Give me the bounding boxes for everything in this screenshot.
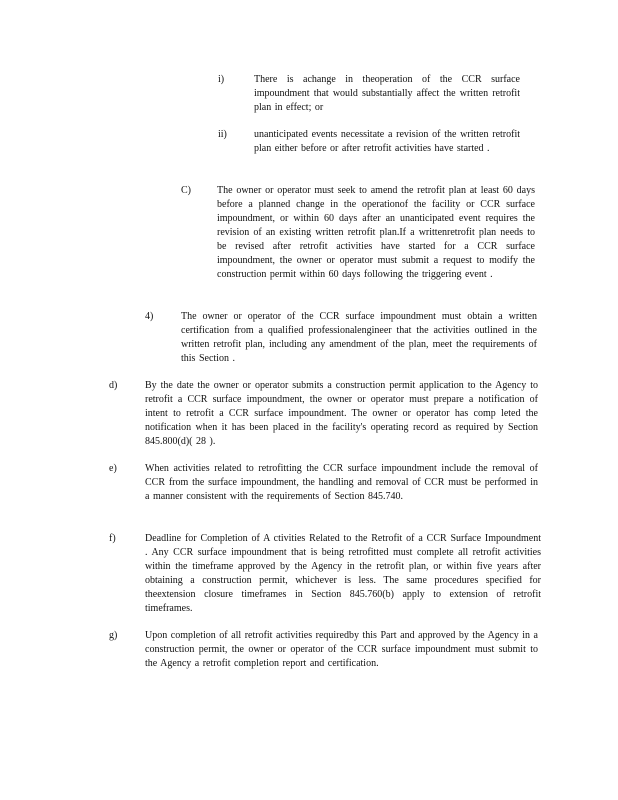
paragraph-4-text: The owner or operator of the CCR surface impoundment must obtain a written certification from a qualified professionalengineer that the activities outlined in the written retrofit plan, including any amendment of the plan, meet the requirements of this Section . bbox=[181, 311, 537, 364]
subsection-f-text: Deadline for Completion of A ctivities Related to the Retrofit of a CCR Surface Impoundment . Any CCR surface impoundment that is being retrofitted must complete all retrofit activities within the timeframe approved by the Agency in the retrofit plan, or within five years after obtaining a construction permit, whichever is less. The same procedures specified for theextension closure timeframes in Section 845.760(b) apply to extension of retrofit timeframes. bbox=[145, 533, 541, 614]
subitem-ii-label: ii) bbox=[218, 129, 227, 140]
subsection-e-text: When activities related to retrofitting the CCR surface impoundment include the removal of CCR from the surface impoundment, the handling and removal of CCR must be performed in a manner consistent with the requirements of Section 845.740. bbox=[145, 463, 538, 502]
subsection-g-label: g) bbox=[109, 630, 118, 641]
subsection-d-label: d) bbox=[109, 380, 118, 391]
subsection-c-label: C) bbox=[181, 185, 191, 196]
subitem-i-text: There is achange in theoperation of the CCR surface impoundment that would substantially affect the written retrofit plan in effect; or bbox=[254, 74, 520, 113]
subsection-e-label: e) bbox=[109, 463, 117, 474]
subsection-c-text: The owner or operator must seek to amend the retrofit plan at least 60 days before a planned change in the operationof the facility or CCR surface impoundment, or within 60 days after an unanticipated event requires the revision of an existing written retrofit plan.If a writtenretrofit plan needs to be revised after retrofit activities have started for a CCR surface impoundment, the owner or operator must submit a request to modify the construction permit within 60 days following the triggering event . bbox=[217, 185, 535, 280]
paragraph-4-label: 4) bbox=[145, 311, 154, 322]
subitem-ii-text: unanticipated events necessitate a revision of the written retrofit plan either before or after retrofit activities have started . bbox=[254, 129, 520, 154]
subsection-d-text: By the date the owner or operator submits a construction permit application to the Agency to retrofit a CCR surface impoundment, the owner or operator must prepare a notification of intent to retrofit a CCR surface impoundment. The owner or operator has comp leted the notification when it has been placed in the facility's operating record as required by Section 845.800(d)( 28 ). bbox=[145, 380, 538, 447]
subsection-f-label: f) bbox=[109, 533, 116, 544]
subsection-g-text: Upon completion of all retrofit activities requiredby this Part and approved by the Agency in a construction permit, the owner or operator of the CCR surface impoundment must submit to the Agency a retrofit completion report and certification. bbox=[145, 630, 538, 669]
subitem-i-label: i) bbox=[218, 74, 225, 85]
